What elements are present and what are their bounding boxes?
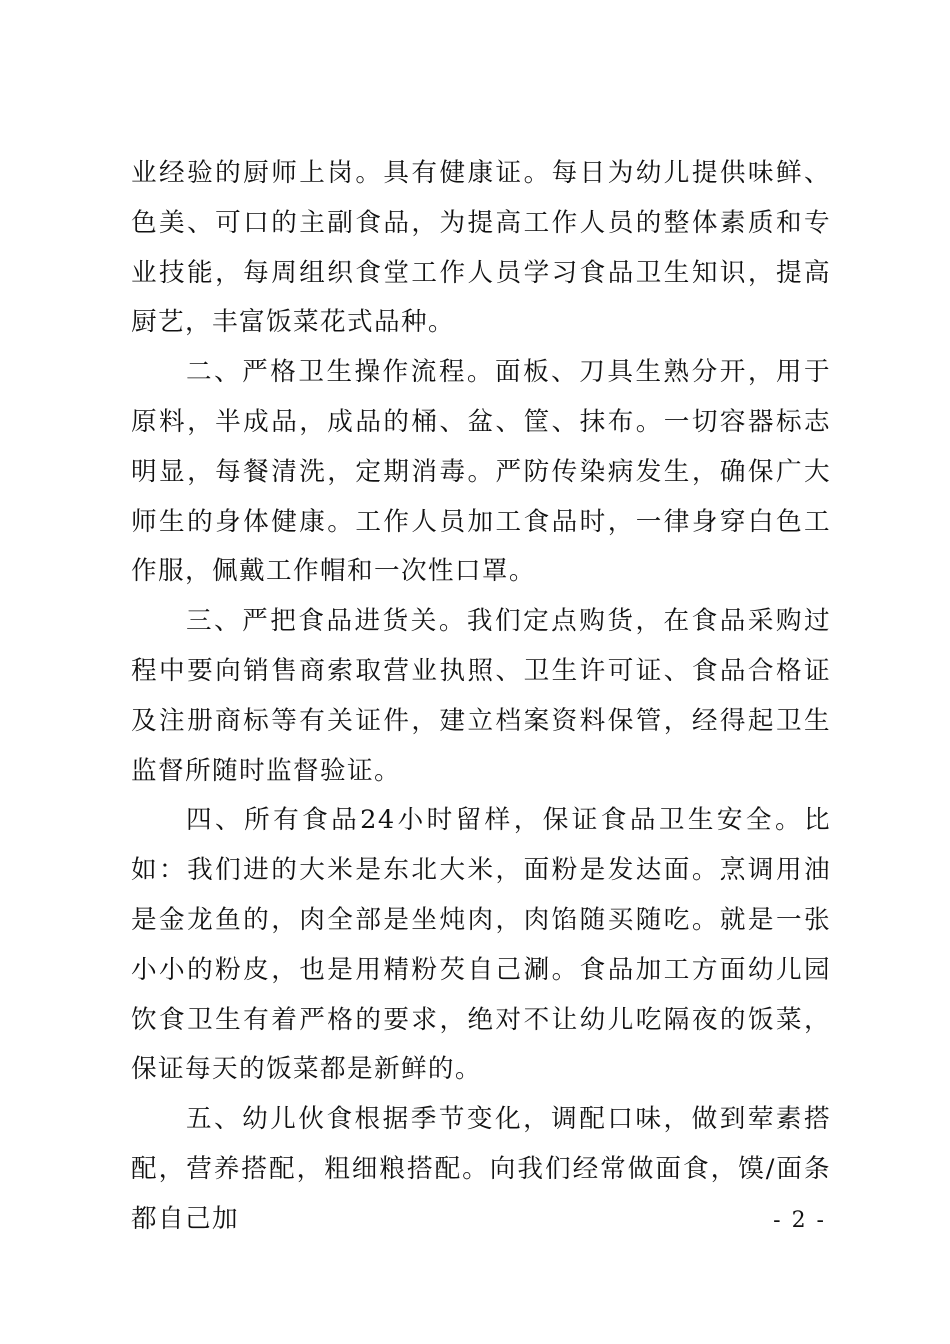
paragraph-continuation: 业经验的厨师上岗。具有健康证。每日为幼儿提供味鲜、色美、可口的主副食品，为提高工作人员的整体素质和专业技能，每周组织食堂工作人员学习食品卫生知识，提高厨艺，丰富饭菜花式品种。: [131, 158, 831, 338]
paragraph-hygiene-procedure: 二、严格卫生操作流程。面板、刀具生熟分开，用于原料，半成品，成品的桶、盆、筐、抹布。一切容器标志明显，每餐清洗，定期消毒。严防传染病发生，确保广大师生的身体健康。工作人员加工食品时，一律身穿白色工作服，佩戴工作帽和一次性口罩。: [131, 357, 831, 587]
paragraph-food-samples: 四、所有食品24小时留样，保证食品卫生安全。比如：我们进的大米是东北大米，面粉是发达面。烹调用油是金龙鱼的，肉全部是坐炖肉，肉馅随买随吃。就是一张小小的粉皮，也是用精粉芡自己涮。食品加工方面幼儿园饮食卫生有着严格的要求，绝对不让幼儿吃隔夜的饭菜，保证每天的饭菜都是新鲜的。: [131, 805, 831, 1085]
body-text: [131, 149, 831, 1245]
paragraph-seasonal-menu: 五、幼儿伙食根据季节变化，调配口味，做到荤素搭配，营养搭配，粗细粮搭配。向我们经常做面食，馍/面条都自己加: [131, 1104, 831, 1234]
page-number: - 2 -: [773, 1208, 826, 1233]
paragraph-purchasing: 三、严把食品进货关。我们定点购货，在食品采购过程中要向销售商索取营业执照、卫生许可证、食品合格证及注册商标等有关证件，建立档案资料保管，经得起卫生监督所随时监督验证。: [131, 606, 831, 786]
